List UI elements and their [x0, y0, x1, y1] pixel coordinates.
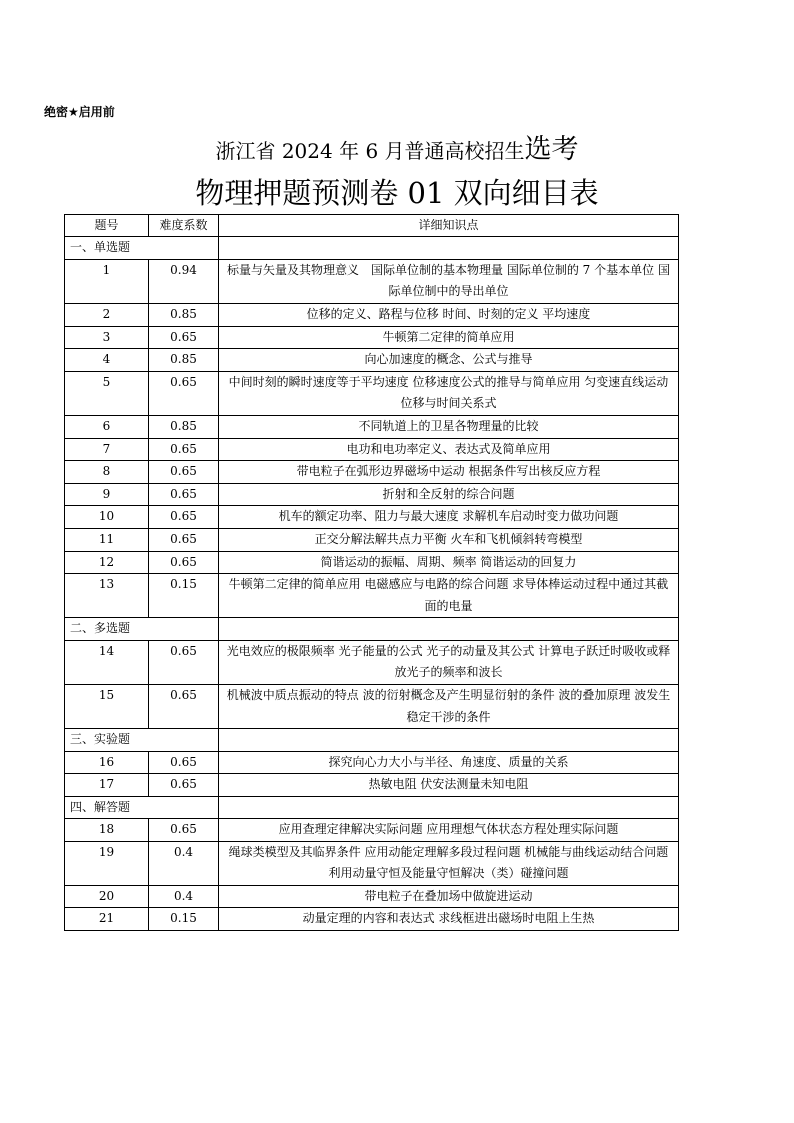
table-row	[65, 415, 679, 438]
section-label: 三、实验题	[65, 729, 219, 751]
difficulty-cell: 0.65	[149, 326, 219, 349]
question-number-cell: 6	[65, 415, 149, 438]
question-number-cell: 7	[65, 438, 149, 461]
knowledge-detail-cell: 中间时刻的瞬时速度等于平均速度 位移速度公式的推导与简单应用 匀变速直线运动位移与时间关系式	[219, 371, 679, 415]
difficulty-cell: 0.15	[149, 908, 219, 931]
knowledge-detail-cell: 折射和全反射的综合问题	[219, 483, 679, 506]
table-row	[65, 349, 679, 372]
table-row	[65, 304, 679, 327]
knowledge-detail-cell: 光电效应的极限频率 光子能量的公式 光子的动量及其公式 计算电子跃迁时吸收或释放光子的频率和波长	[219, 640, 679, 684]
question-number-cell: 17	[65, 774, 149, 797]
table-row	[65, 774, 679, 797]
difficulty-cell: 0.65	[149, 640, 219, 684]
difficulty-cell: 0.94	[149, 259, 219, 303]
section-row	[65, 796, 679, 818]
table-body	[65, 237, 679, 931]
table-row	[65, 551, 679, 574]
question-number-cell: 12	[65, 551, 149, 574]
question-number-cell: 9	[65, 483, 149, 506]
table-row	[65, 819, 679, 842]
exam-title-suffix: 选考	[524, 134, 579, 165]
section-empty-cell	[219, 237, 679, 259]
knowledge-detail-cell: 电功和电功率定义、表达式及简单应用	[219, 438, 679, 461]
column-header-detail: 详细知识点	[219, 215, 679, 237]
section-row	[65, 237, 679, 259]
difficulty-cell: 0.65	[149, 551, 219, 574]
document-title: 物理押题预测卷 01 双向细目表	[195, 176, 599, 210]
exam-title	[0, 132, 794, 169]
knowledge-detail-cell: 机车的额定功率、阻力与最大速度 求解机车启动时变力做功问题	[219, 506, 679, 529]
section-row	[65, 618, 679, 640]
section-label: 二、多选题	[65, 618, 219, 640]
question-number-cell: 14	[65, 640, 149, 684]
knowledge-detail-cell: 牛顿第二定律的简单应用 电磁感应与电路的综合问题 求导体棒运动过程中通过其截面的电量	[219, 574, 679, 618]
table-row	[65, 371, 679, 415]
difficulty-cell: 0.4	[149, 885, 219, 908]
question-number-cell: 3	[65, 326, 149, 349]
table-row	[65, 751, 679, 774]
table-header-row	[65, 215, 679, 237]
question-number-cell: 11	[65, 528, 149, 551]
knowledge-detail-cell: 位移的定义、路程与位移 时间、时刻的定义 平均速度	[219, 304, 679, 327]
difficulty-cell: 0.65	[149, 819, 219, 842]
table-row	[65, 259, 679, 303]
question-number-cell: 18	[65, 819, 149, 842]
section-empty-cell	[219, 729, 679, 751]
table-row	[65, 908, 679, 931]
knowledge-detail-cell: 机械波中质点振动的特点 波的衍射概念及产生明显衍射的条件 波的叠加原理 波发生稳定干涉的条件	[219, 684, 679, 728]
column-header-number: 题号	[65, 215, 149, 237]
section-empty-cell	[219, 796, 679, 818]
exam-title-prefix: 浙江省 2024 年 6 月普通高校招生	[215, 139, 525, 163]
column-header-difficulty: 难度系数	[149, 215, 219, 237]
question-number-cell: 2	[65, 304, 149, 327]
question-number-cell: 10	[65, 506, 149, 529]
knowledge-detail-cell: 带电粒子在叠加场中做旋进运动	[219, 885, 679, 908]
question-number-cell: 4	[65, 349, 149, 372]
difficulty-cell: 0.65	[149, 461, 219, 484]
difficulty-cell: 0.85	[149, 304, 219, 327]
table-row	[65, 506, 679, 529]
question-number-cell: 13	[65, 574, 149, 618]
question-number-cell: 1	[65, 259, 149, 303]
difficulty-cell: 0.65	[149, 528, 219, 551]
difficulty-cell: 0.65	[149, 774, 219, 797]
knowledge-detail-cell: 绳球类模型及其临界条件 应用动能定理解多段过程问题 机械能与曲线运动结合问题 利用动量守恒及能量守恒解决（类）碰撞问题	[219, 841, 679, 885]
table-row	[65, 326, 679, 349]
knowledge-detail-cell: 不同轨道上的卫星各物理量的比较	[219, 415, 679, 438]
difficulty-cell: 0.65	[149, 751, 219, 774]
table-row	[65, 640, 679, 684]
table-row	[65, 461, 679, 484]
knowledge-detail-cell: 带电粒子在弧形边界磁场中运动 根据条件写出核反应方程	[219, 461, 679, 484]
difficulty-cell: 0.85	[149, 415, 219, 438]
question-number-cell: 8	[65, 461, 149, 484]
difficulty-cell: 0.65	[149, 371, 219, 415]
confidential-label: 绝密★启用前	[44, 105, 115, 119]
question-number-cell: 19	[65, 841, 149, 885]
difficulty-cell: 0.65	[149, 483, 219, 506]
question-number-cell: 5	[65, 371, 149, 415]
knowledge-detail-cell: 简谐运动的振幅、周期、频率 简谐运动的回复力	[219, 551, 679, 574]
knowledge-detail-cell: 应用查理定律解决实际问题 应用理想气体状态方程处理实际问题	[219, 819, 679, 842]
question-number-cell: 16	[65, 751, 149, 774]
table-row	[65, 841, 679, 885]
table-row	[65, 483, 679, 506]
difficulty-cell: 0.65	[149, 684, 219, 728]
question-number-cell: 20	[65, 885, 149, 908]
question-number-cell: 15	[65, 684, 149, 728]
table-row	[65, 438, 679, 461]
section-empty-cell	[219, 618, 679, 640]
difficulty-cell: 0.15	[149, 574, 219, 618]
knowledge-detail-cell: 正交分解法解共点力平衡 火车和飞机倾斜转弯模型	[219, 528, 679, 551]
table-row	[65, 885, 679, 908]
knowledge-detail-cell: 热敏电阻 伏安法测量未知电阻	[219, 774, 679, 797]
section-label: 一、单选题	[65, 237, 219, 259]
knowledge-detail-cell: 标量与矢量及其物理意义 国际单位制的基本物理量 国际单位制的 7 个基本单位 国际单位制中的导出单位	[219, 259, 679, 303]
knowledge-detail-cell: 探究向心力大小与半径、角速度、质量的关系	[219, 751, 679, 774]
difficulty-cell: 0.65	[149, 506, 219, 529]
table-row	[65, 528, 679, 551]
question-number-cell: 21	[65, 908, 149, 931]
knowledge-detail-cell: 牛顿第二定律的简单应用	[219, 326, 679, 349]
difficulty-cell: 0.4	[149, 841, 219, 885]
knowledge-table	[64, 214, 679, 931]
knowledge-detail-cell: 动量定理的内容和表达式 求线框进出磁场时电阻上生热	[219, 908, 679, 931]
table-row	[65, 684, 679, 728]
section-row	[65, 729, 679, 751]
knowledge-detail-cell: 向心加速度的概念、公式与推导	[219, 349, 679, 372]
table-row	[65, 574, 679, 618]
section-label: 四、解答题	[65, 796, 219, 818]
difficulty-cell: 0.85	[149, 349, 219, 372]
difficulty-cell: 0.65	[149, 438, 219, 461]
